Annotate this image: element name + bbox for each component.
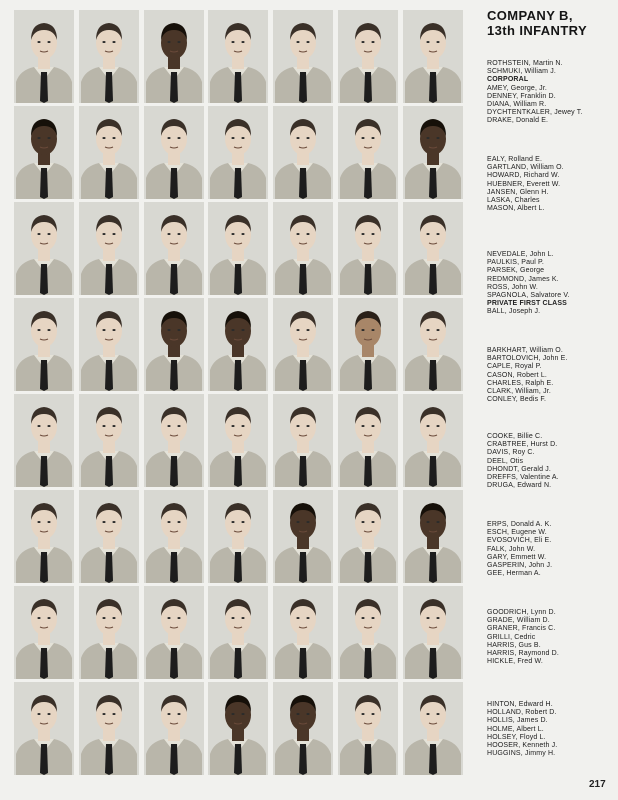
- portrait-row: [14, 202, 463, 295]
- soldier-name: DYCHTENTKALER, Jewey T.: [487, 109, 583, 117]
- soldier-name: HUGGINS, Jimmy H.: [487, 750, 556, 758]
- soldier-portrait: [403, 586, 463, 679]
- soldier-portrait: [403, 490, 463, 583]
- rank-heading: PRIVATE FIRST CLASS: [487, 300, 567, 308]
- roster-group: [487, 60, 615, 126]
- portrait-row: [14, 394, 463, 487]
- soldier-name: HOWARD, Richard W.: [487, 172, 560, 180]
- soldier-portrait: [273, 10, 333, 103]
- roster-group: [487, 251, 615, 317]
- soldier-name: ESCH, Eugene W.: [487, 529, 547, 537]
- soldier-name: ROSS, John W.: [487, 283, 538, 291]
- roster-group: [487, 609, 615, 666]
- soldier-portrait: [79, 682, 139, 775]
- soldier-name: HARRIS, Gus B.: [487, 641, 541, 649]
- soldier-name: DHONDT, Gerald J.: [487, 465, 552, 473]
- soldier-name: GRANER, Francis C.: [487, 625, 556, 633]
- soldier-portrait: [338, 682, 398, 775]
- portrait-row: [14, 10, 463, 103]
- soldier-name: AMEY, George, Jr.: [487, 84, 548, 92]
- soldier-name: DENNEY, Franklin D.: [487, 92, 556, 100]
- soldier-name: GOODRICH, Lynn D.: [487, 609, 556, 616]
- soldier-name: HOOSER, Kenneth J.: [487, 742, 558, 750]
- company-heading-line-2: 13th INFANTRY: [487, 23, 588, 38]
- soldier-name: MASON, Albert L.: [487, 205, 545, 213]
- soldier-portrait: [273, 490, 333, 583]
- soldier-portrait: [79, 202, 139, 295]
- soldier-portrait: [14, 682, 74, 775]
- soldier-name: DAVIS, Roy C.: [487, 449, 535, 457]
- soldier-portrait: [338, 490, 398, 583]
- soldier-name: GEE, Herman A.: [487, 570, 541, 578]
- soldier-portrait: [144, 394, 204, 487]
- soldier-name: ERPS, Donald A. K.: [487, 521, 552, 528]
- soldier-name: DRUGA, Edward N.: [487, 482, 552, 490]
- soldier-name: BALL, Joseph J.: [487, 308, 541, 316]
- soldier-portrait: [144, 490, 204, 583]
- soldier-name: DRAKE, Donald E.: [487, 117, 549, 125]
- soldier-name: BARTOLOVICH, John E.: [487, 355, 568, 363]
- portrait-row: [14, 298, 463, 391]
- soldier-name: GASPERIN, John J.: [487, 562, 553, 570]
- soldier-name: EVOSOVICH, Eli E.: [487, 537, 552, 545]
- soldier-portrait: [144, 682, 204, 775]
- soldier-name: DEEL, Otis: [487, 457, 524, 465]
- soldier-portrait: [208, 394, 268, 487]
- soldier-name: REDMOND, James K.: [487, 275, 559, 283]
- soldier-portrait: [14, 394, 74, 487]
- soldier-name: GRADE, William D.: [487, 617, 550, 625]
- soldier-portrait: [208, 10, 268, 103]
- soldier-portrait: [79, 298, 139, 391]
- soldier-portrait: [144, 106, 204, 199]
- soldier-name: JANSEN, Glenn H.: [487, 188, 549, 196]
- soldier-name: GARY, Emmett W.: [487, 553, 547, 561]
- page-number: 217: [589, 779, 606, 790]
- soldier-portrait: [14, 298, 74, 391]
- soldier-name: SCHMUKI, William J.: [487, 68, 556, 76]
- soldier-name: HOLLIS, James D.: [487, 717, 548, 725]
- soldier-portrait: [338, 202, 398, 295]
- soldier-portrait: [403, 394, 463, 487]
- soldier-portrait: [79, 106, 139, 199]
- soldier-portrait: [338, 586, 398, 679]
- soldier-portrait: [338, 106, 398, 199]
- roster-group: [487, 156, 615, 213]
- rank-heading: CORPORAL: [487, 76, 529, 84]
- soldier-portrait: [144, 586, 204, 679]
- soldier-portrait: [273, 202, 333, 295]
- soldier-portrait: [208, 298, 268, 391]
- soldier-portrait: [273, 298, 333, 391]
- soldier-name: HINTON, Edward H.: [487, 701, 553, 708]
- soldier-portrait: [338, 394, 398, 487]
- soldier-name: DREFFS, Valentine A.: [487, 474, 559, 482]
- soldier-portrait: [208, 490, 268, 583]
- soldier-name: HOLLAND, Robert D.: [487, 709, 557, 717]
- soldier-name: SPAGNOLA, Salvatore V.: [487, 292, 570, 300]
- soldier-name: CAPLE, Royal P.: [487, 363, 542, 371]
- soldier-name: GARTLAND, William O.: [487, 164, 564, 172]
- soldier-name: HOLME, Albert L.: [487, 725, 544, 733]
- soldier-name: CRABTREE, Hurst D.: [487, 441, 558, 449]
- soldier-name: EALY, Rolland E.: [487, 156, 543, 163]
- soldier-portrait: [273, 682, 333, 775]
- company-heading-line-1: COMPANY B,: [487, 8, 573, 23]
- soldier-portrait: [14, 490, 74, 583]
- soldier-name: HICKLE, Fred W.: [487, 658, 543, 666]
- soldier-portrait: [338, 10, 398, 103]
- soldier-portrait: [79, 394, 139, 487]
- soldier-portrait: [79, 490, 139, 583]
- soldier-portrait: [79, 10, 139, 103]
- soldier-portrait: [14, 202, 74, 295]
- soldier-name: GRILLI, Cedric: [487, 633, 536, 641]
- soldier-portrait: [79, 586, 139, 679]
- soldier-name: HUEBNER, Everett W.: [487, 180, 561, 188]
- soldier-portrait: [208, 106, 268, 199]
- soldier-name: HARRIS, Raymond D.: [487, 650, 559, 658]
- portrait-row: [14, 682, 463, 775]
- soldier-portrait: [273, 586, 333, 679]
- soldier-portrait: [273, 106, 333, 199]
- soldier-portrait: [403, 682, 463, 775]
- soldier-portrait: [338, 298, 398, 391]
- soldier-name: FALK, John W.: [487, 545, 536, 553]
- soldier-name: NEVEDALE, John L.: [487, 251, 554, 258]
- soldier-portrait: [403, 10, 463, 103]
- soldier-name: CLARK, William, Jr.: [487, 388, 551, 396]
- soldier-portrait: [144, 202, 204, 295]
- soldier-portrait: [403, 106, 463, 199]
- soldier-portrait: [14, 10, 74, 103]
- roster-group: [487, 521, 615, 578]
- soldier-name: HOLSEY, Floyd L.: [487, 733, 546, 741]
- soldier-name: BARKHART, William O.: [487, 347, 563, 354]
- roster-group: [487, 433, 615, 490]
- soldier-portrait: [144, 298, 204, 391]
- soldier-portrait: [144, 10, 204, 103]
- soldier-portrait: [273, 394, 333, 487]
- soldier-name: CHARLES, Ralph E.: [487, 379, 554, 387]
- soldier-name: LASKA, Charles: [487, 197, 540, 205]
- soldier-name: CONLEY, Bedis F.: [487, 396, 547, 404]
- soldier-name: CASON, Robert L.: [487, 371, 547, 379]
- soldier-portrait: [208, 682, 268, 775]
- soldier-portrait: [403, 202, 463, 295]
- portrait-row: [14, 586, 463, 679]
- roster-group: [487, 701, 615, 758]
- portrait-row: [14, 490, 463, 583]
- soldier-name: ROTHSTEIN, Martin N.: [487, 60, 563, 67]
- roster-column: [487, 8, 615, 758]
- roster-group: [487, 347, 615, 404]
- soldier-name: PAULKIS, Paul P.: [487, 259, 545, 267]
- soldier-portrait: [403, 298, 463, 391]
- soldier-portrait: [14, 586, 74, 679]
- soldier-portrait: [14, 106, 74, 199]
- portrait-row: [14, 106, 463, 199]
- portrait-grid: [14, 10, 463, 778]
- soldier-name: COOKE, Billie C.: [487, 433, 543, 440]
- soldier-portrait: [208, 202, 268, 295]
- soldier-name: PARSEK, George: [487, 267, 545, 275]
- soldier-name: DIANA, William R.: [487, 101, 547, 109]
- soldier-portrait: [208, 586, 268, 679]
